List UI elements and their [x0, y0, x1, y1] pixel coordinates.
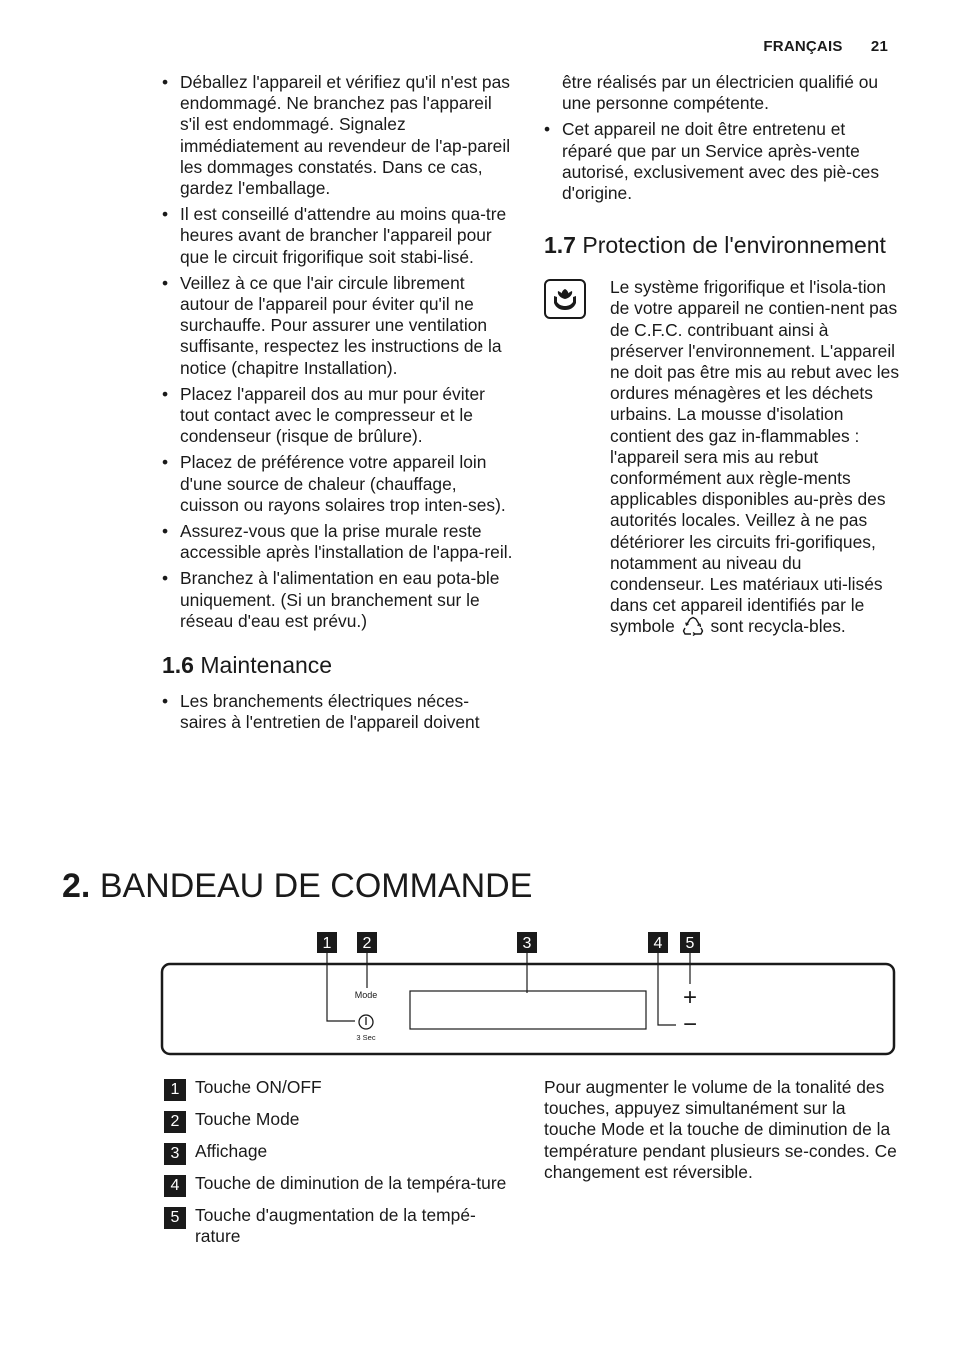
maintenance-bullets — [162, 691, 514, 733]
list-item: • Les branchements électriques néces-saires à l'entretien de l'appareil doivent — [162, 691, 514, 733]
language-label: FRANÇAIS — [763, 38, 843, 55]
legend-item — [164, 1205, 514, 1247]
continued-text: être réalisés par un électricien qualifié ou une personne compétente. — [562, 72, 879, 114]
section-number: 1.6 — [162, 652, 194, 679]
legend-text: Affichage — [195, 1141, 268, 1161]
section-title: Maintenance — [200, 652, 333, 679]
callout-number-2: 2 — [362, 935, 372, 952]
callout-number-4: 4 — [653, 935, 663, 952]
mode-button-label: Mode — [354, 990, 378, 1000]
list-item: • Placez de préférence votre appareil loin d'une source de chaleur (chauffage, cuisson ou rayons solaires trop inten-ses). — [162, 452, 514, 516]
power-icon[interactable] — [359, 1015, 373, 1029]
display-screen — [410, 991, 646, 1029]
service-bullets — [544, 119, 900, 204]
legend-number: 2 — [164, 1111, 186, 1133]
hold-duration-label: 3 Sec — [356, 1033, 376, 1042]
list-item: • Veillez à ce que l'air circule librement autour de l'appareil pour éviter qu'il ne surchauffe. Pour assurer une ventilation suffisante, respectez les instructions de la notice (chapitre Installation). — [162, 273, 514, 379]
section-title: Protection de l'environnement — [582, 232, 886, 259]
chapter-title-text: BANDEAU DE COMMANDE — [99, 867, 533, 905]
list-item: • Placez l'appareil dos au mur pour éviter tout contact avec le compresseur et le condenseur (risque de brûlure). — [162, 384, 514, 448]
environment-block — [544, 277, 900, 641]
legend-number: 4 — [164, 1175, 186, 1197]
chapter-number: 2. — [62, 867, 91, 905]
legend-text: Touche ON/OFF — [195, 1077, 322, 1097]
control-panel-diagram — [0, 928, 954, 1068]
temperature-minus-button[interactable]: − — [682, 1011, 698, 1038]
list-item: • Cet appareil ne doit être entretenu et réparé que par un Service après-vente autorisé, exclusivement avec des piè-ces d'origine. — [544, 119, 900, 204]
legend-text: Touche Mode — [195, 1109, 300, 1129]
chapter-title — [62, 866, 532, 906]
list-item: • Il est conseillé d'attendre au moins qua-tre heures avant de brancher l'appareil pour que le circuit frigorifique soit stabi-lisé. — [162, 204, 514, 268]
temperature-plus-button[interactable]: + — [682, 984, 698, 1011]
environment-hands-plant-icon — [544, 279, 586, 319]
list-item: • Assurez-vous que la prise murale reste accessible après l'installation de l'appa-reil. — [162, 521, 514, 563]
legend-item — [164, 1109, 514, 1133]
legend-item — [164, 1141, 514, 1165]
legend-item — [164, 1173, 514, 1197]
section-heading-maintenance — [162, 652, 514, 679]
section-number: 1.7 — [544, 232, 576, 259]
legend-number: 1 — [164, 1079, 186, 1101]
legend-text: Touche de diminution de la tempéra-ture — [195, 1173, 507, 1193]
right-column — [544, 72, 900, 642]
callout-number-3: 3 — [522, 935, 532, 952]
legend-number: 5 — [164, 1207, 186, 1229]
list-item: • Déballez l'appareil et vérifiez qu'il n'est pas endommagé. Ne branchez pas l'appareil s'il est endommagé. Signalez immédiatement au revendeur de l'ap-pareil les dommages constatés. Dans ce cas, gardez l'emballage. — [162, 72, 514, 199]
list-item: • Branchez à l'alimentation en eau pota-ble uniquement. (Si un branchement sur le réseau d'eau est prévu.) — [162, 568, 514, 632]
installation-bullets — [162, 72, 514, 632]
legend-item — [164, 1077, 514, 1101]
volume-note: Pour augmenter le volume de la tonalité des touches, appuyez simultanément sur la touche Mode et la touche de diminution de la température pendant plusieurs se-condes. Ce changement est réversible. — [544, 1077, 897, 1182]
callout-number-5: 5 — [685, 935, 695, 952]
legend-number: 3 — [164, 1143, 186, 1165]
recycle-icon — [682, 616, 704, 641]
page-header — [763, 38, 888, 55]
left-column — [162, 72, 514, 738]
environment-text: Le système frigorifique et l'isola-tion de votre appareil ne contien-nent pas de C.F.C. contribuant ainsi à préserver l'environnement. L'appareil ne doit pas être mis au rebut avec les ordures ménagères et les déchets urbains. La mousse d'isolation contient des gaz in-flammables : l'appareil sera mis au rebut conformément aux règle-ments applicables disponibles au-près des autorités locales. Veillez à ne pas détériorer les circuits fri-gorifiques, notamment au niveau du condenseur. Les matériaux uti-lisés dans cet appareil identifiés par le symbole sont recycla-bles. — [610, 277, 900, 641]
section-heading-environment — [544, 232, 900, 259]
callout-number-1: 1 — [322, 935, 332, 952]
page-number: 21 — [870, 38, 888, 55]
legend-text: Touche d'augmentation de la tempé-rature — [195, 1205, 476, 1246]
control-panel-outline — [162, 964, 894, 1054]
control-panel-legend — [164, 1077, 514, 1255]
